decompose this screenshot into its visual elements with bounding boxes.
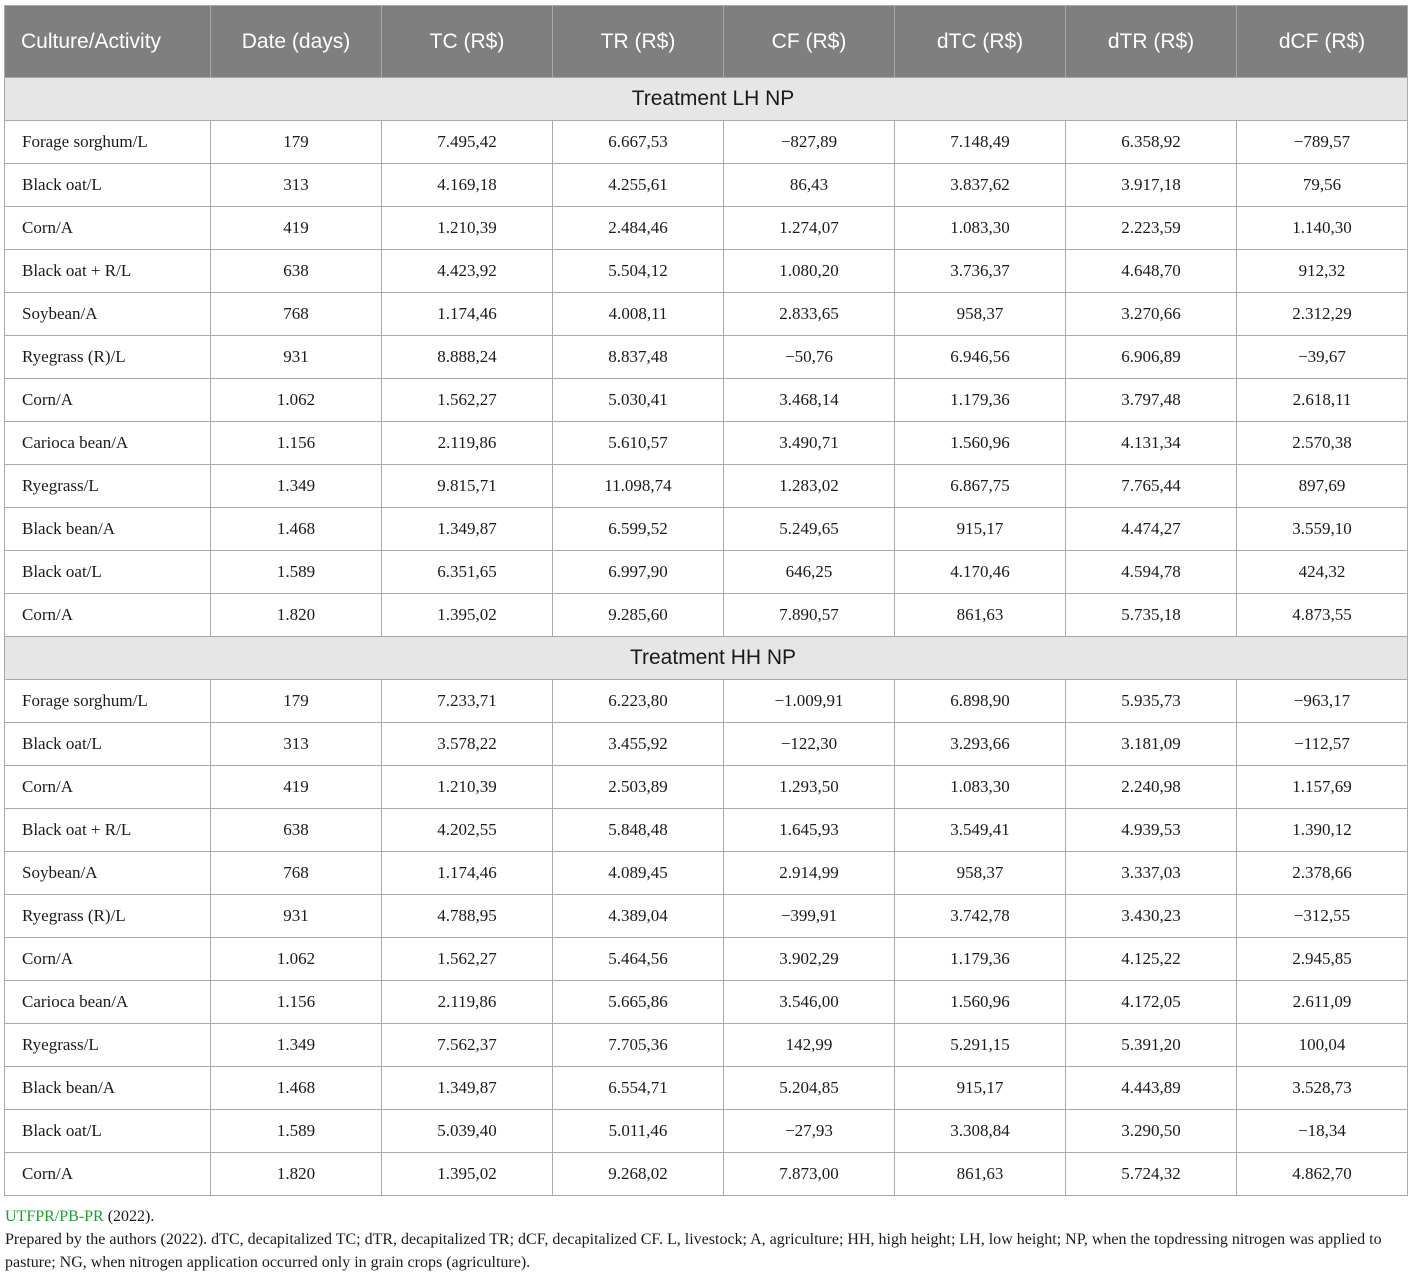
row-label: Black oat/L [5,551,211,594]
table-cell: 1.157,69 [1237,766,1408,809]
column-header: TC (R$) [382,6,553,78]
table-row [5,465,1408,508]
table-cell: 1.562,27 [382,379,553,422]
table-row [5,981,1408,1024]
table-cell: 3.528,73 [1237,1067,1408,1110]
table-cell: 1.156 [211,981,382,1024]
table-cell: −827,89 [724,121,895,164]
table-cell: 861,63 [895,594,1066,637]
table-cell: 6.906,89 [1066,336,1237,379]
table-cell: −112,57 [1237,723,1408,766]
table-cell: 4.873,55 [1237,594,1408,637]
source-link[interactable]: UTFPR/PB-PR [5,1208,104,1225]
table-cell: 9.815,71 [382,465,553,508]
table-cell: 861,63 [895,1153,1066,1196]
table-cell: 8.888,24 [382,336,553,379]
table-cell: −18,34 [1237,1110,1408,1153]
table-cell: 1.349,87 [382,508,553,551]
row-label: Forage sorghum/L [5,121,211,164]
table-cell: 7.873,00 [724,1153,895,1196]
table-row [5,1153,1408,1196]
table-cell: 4.089,45 [553,852,724,895]
table-cell: 1.283,02 [724,465,895,508]
row-label: Soybean/A [5,852,211,895]
table-cell: 2.484,46 [553,207,724,250]
row-label: Corn/A [5,379,211,422]
table-cell: 5.030,41 [553,379,724,422]
table-cell: 5.610,57 [553,422,724,465]
table-cell: 7.562,37 [382,1024,553,1067]
footnote: Prepared by the authors (2022). dTC, decapitalized TC; dTR, decapitalized TR; dCF, decapitalized CF. L, livestock; A, agriculture; HH, high height; LH, low height; NP, when the topdressing nitrogen was applied to pasture; NG, when nitrogen application occurred only in grain crops (agriculture). [5,1231,1382,1271]
row-label: Black oat/L [5,164,211,207]
table-cell: 5.291,15 [895,1024,1066,1067]
table-cell: 1.174,46 [382,852,553,895]
table-cell: 1.468 [211,508,382,551]
table-row [5,1024,1408,1067]
table-cell: 3.559,10 [1237,508,1408,551]
table-cell: 9.268,02 [553,1153,724,1196]
table-cell: 638 [211,250,382,293]
column-header: Culture/Activity [5,6,211,78]
table-cell: 6.599,52 [553,508,724,551]
table-cell: 4.008,11 [553,293,724,336]
table-cell: 4.443,89 [1066,1067,1237,1110]
table-cell: 3.308,84 [895,1110,1066,1153]
table-cell: 1.062 [211,938,382,981]
column-header: CF (R$) [724,6,895,78]
table-cell: 1.645,93 [724,809,895,852]
table-row [5,723,1408,766]
table-cell: 3.337,03 [1066,852,1237,895]
section-title: Treatment HH NP [5,637,1408,680]
table-row [5,422,1408,465]
table-cell: −789,57 [1237,121,1408,164]
table-cell: 1.349,87 [382,1067,553,1110]
table-cell: 3.546,00 [724,981,895,1024]
table-cell: 6.358,92 [1066,121,1237,164]
table-cell: 1.820 [211,1153,382,1196]
table-row [5,207,1408,250]
table-cell: 1.140,30 [1237,207,1408,250]
table-cell: 2.378,66 [1237,852,1408,895]
table-cell: 1.589 [211,1110,382,1153]
table-cell: 1.083,30 [895,766,1066,809]
table-cell: −50,76 [724,336,895,379]
table-row [5,680,1408,723]
row-label: Ryegrass (R)/L [5,895,211,938]
table-cell: 1.395,02 [382,1153,553,1196]
table-cell: 4.862,70 [1237,1153,1408,1196]
table-cell: 915,17 [895,1067,1066,1110]
row-label: Ryegrass/L [5,465,211,508]
table-cell: 179 [211,680,382,723]
table-cell: 4.389,04 [553,895,724,938]
table-cell: 4.125,22 [1066,938,1237,981]
table-cell: 2.914,99 [724,852,895,895]
row-label: Carioca bean/A [5,981,211,1024]
table-cell: 958,37 [895,852,1066,895]
table-cell: 1.179,36 [895,938,1066,981]
table-cell: 5.665,86 [553,981,724,1024]
table-cell: 5.848,48 [553,809,724,852]
table-cell: 1.349 [211,465,382,508]
table-cell: 419 [211,207,382,250]
table-row [5,250,1408,293]
table-cell: 912,32 [1237,250,1408,293]
table-cell: 4.131,34 [1066,422,1237,465]
table-cell: 931 [211,895,382,938]
table-cell: 5.249,65 [724,508,895,551]
table-cell: 1.293,50 [724,766,895,809]
table-cell: 1.210,39 [382,766,553,809]
table-body [5,78,1408,1196]
table-cell: 3.290,50 [1066,1110,1237,1153]
table-cell: 638 [211,809,382,852]
table-row [5,1067,1408,1110]
table-cell: 1.174,46 [382,293,553,336]
table-cell: 7.233,71 [382,680,553,723]
table-cell: 646,25 [724,551,895,594]
table-cell: 9.285,60 [553,594,724,637]
column-header: TR (R$) [553,6,724,78]
table-row [5,594,1408,637]
table-cell: 6.898,90 [895,680,1066,723]
table-row [5,895,1408,938]
table-cell: 931 [211,336,382,379]
table-cell: 100,04 [1237,1024,1408,1067]
table-cell: 1.080,20 [724,250,895,293]
table-cell: 4.594,78 [1066,551,1237,594]
table-cell: 419 [211,766,382,809]
table-cell: 3.181,09 [1066,723,1237,766]
table-cell: 4.202,55 [382,809,553,852]
table-cell: 6.223,80 [553,680,724,723]
row-label: Black bean/A [5,1067,211,1110]
table-cell: 1.468 [211,1067,382,1110]
table-cell: 1.589 [211,551,382,594]
row-label: Carioca bean/A [5,422,211,465]
table-cell: 7.890,57 [724,594,895,637]
table-row [5,809,1408,852]
table-cell: 1.820 [211,594,382,637]
table-cell: 897,69 [1237,465,1408,508]
table-cell: −963,17 [1237,680,1408,723]
table-cell: 2.611,09 [1237,981,1408,1024]
table-row [5,164,1408,207]
table-cell: 1.560,96 [895,981,1066,1024]
table-cell: 915,17 [895,508,1066,551]
table-cell: 7.148,49 [895,121,1066,164]
table-cell: 3.837,62 [895,164,1066,207]
section-row [5,78,1408,121]
table-row [5,852,1408,895]
table-container [4,5,1408,1196]
table-cell: 4.423,92 [382,250,553,293]
table-cell: 1.274,07 [724,207,895,250]
table-cell: −1.009,91 [724,680,895,723]
table-cell: 6.867,75 [895,465,1066,508]
table-cell: 3.902,29 [724,938,895,981]
section-row [5,637,1408,680]
table-cell: −27,93 [724,1110,895,1153]
table-cell: 6.351,65 [382,551,553,594]
table-cell: 313 [211,164,382,207]
table-cell: 5.039,40 [382,1110,553,1153]
section-title: Treatment LH NP [5,78,1408,121]
table-cell: 3.293,66 [895,723,1066,766]
table-cell: 3.578,22 [382,723,553,766]
table-cell: 1.156 [211,422,382,465]
table-cell: −399,91 [724,895,895,938]
column-header: dTC (R$) [895,6,1066,78]
table-cell: 5.391,20 [1066,1024,1237,1067]
table-cell: 4.255,61 [553,164,724,207]
table-cell: 5.011,46 [553,1110,724,1153]
table-cell: 5.724,32 [1066,1153,1237,1196]
table-cell: 4.169,18 [382,164,553,207]
table-cell: 3.455,92 [553,723,724,766]
table-notes [5,1205,1409,1274]
column-header: dTR (R$) [1066,6,1237,78]
table-cell: 1.349 [211,1024,382,1067]
row-label: Black oat + R/L [5,809,211,852]
table-cell: 5.935,73 [1066,680,1237,723]
table-cell: 2.119,86 [382,981,553,1024]
column-header: dCF (R$) [1237,6,1408,78]
table-cell: 2.312,29 [1237,293,1408,336]
table-cell: 1.395,02 [382,594,553,637]
source-line [5,1205,1409,1228]
table-cell: 3.797,48 [1066,379,1237,422]
table-row [5,336,1408,379]
table-cell: 7.495,42 [382,121,553,164]
table-cell: 5.204,85 [724,1067,895,1110]
table-cell: 1.210,39 [382,207,553,250]
table-cell: 2.240,98 [1066,766,1237,809]
table-cell: 3.742,78 [895,895,1066,938]
table-cell: 5.735,18 [1066,594,1237,637]
table-cell: 11.098,74 [553,465,724,508]
table-cell: 4.172,05 [1066,981,1237,1024]
table-row [5,508,1408,551]
table-cell: 2.833,65 [724,293,895,336]
table-cell: 2.945,85 [1237,938,1408,981]
table-cell: 1.179,36 [895,379,1066,422]
table-cell: 1.560,96 [895,422,1066,465]
table-cell: 5.464,56 [553,938,724,981]
table-row [5,1110,1408,1153]
table-cell: 1.562,27 [382,938,553,981]
table-cell: 4.939,53 [1066,809,1237,852]
table-cell: 3.430,23 [1066,895,1237,938]
table-cell: 6.997,90 [553,551,724,594]
table-cell: 768 [211,293,382,336]
row-label: Corn/A [5,938,211,981]
table-header [5,6,1408,78]
table-cell: 4.788,95 [382,895,553,938]
table-row [5,293,1408,336]
table-cell: 6.667,53 [553,121,724,164]
table-cell: 8.837,48 [553,336,724,379]
table-row [5,379,1408,422]
table-cell: 86,43 [724,164,895,207]
table-row [5,121,1408,164]
table-cell: 6.554,71 [553,1067,724,1110]
table-cell: 1.390,12 [1237,809,1408,852]
table-cell: 768 [211,852,382,895]
table-row [5,551,1408,594]
row-label: Black oat/L [5,1110,211,1153]
source-year: (2022). [103,1208,155,1225]
row-label: Black bean/A [5,508,211,551]
table-cell: 3.490,71 [724,422,895,465]
results-table [4,5,1408,1196]
row-label: Forage sorghum/L [5,680,211,723]
header-row [5,6,1408,78]
table-cell: 313 [211,723,382,766]
table-cell: 3.917,18 [1066,164,1237,207]
table-cell: 2.223,59 [1066,207,1237,250]
table-cell: 6.946,56 [895,336,1066,379]
table-cell: 142,99 [724,1024,895,1067]
table-row [5,766,1408,809]
table-cell: 4.474,27 [1066,508,1237,551]
table-row [5,938,1408,981]
row-label: Ryegrass/L [5,1024,211,1067]
table-cell: 179 [211,121,382,164]
table-cell: 4.648,70 [1066,250,1237,293]
row-label: Corn/A [5,594,211,637]
table-cell: 1.062 [211,379,382,422]
column-header: Date (days) [211,6,382,78]
table-cell: −122,30 [724,723,895,766]
table-cell: 2.618,11 [1237,379,1408,422]
table-cell: 79,56 [1237,164,1408,207]
row-label: Corn/A [5,1153,211,1196]
table-cell: 3.270,66 [1066,293,1237,336]
table-cell: −312,55 [1237,895,1408,938]
table-cell: 5.504,12 [553,250,724,293]
table-cell: 3.468,14 [724,379,895,422]
table-cell: 2.503,89 [553,766,724,809]
table-cell: 1.083,30 [895,207,1066,250]
table-cell: 7.765,44 [1066,465,1237,508]
row-label: Black oat/L [5,723,211,766]
table-cell: 424,32 [1237,551,1408,594]
row-label: Corn/A [5,766,211,809]
table-cell: 2.570,38 [1237,422,1408,465]
row-label: Soybean/A [5,293,211,336]
table-cell: 7.705,36 [553,1024,724,1067]
row-label: Black oat + R/L [5,250,211,293]
table-cell: −39,67 [1237,336,1408,379]
table-cell: 958,37 [895,293,1066,336]
table-cell: 3.549,41 [895,809,1066,852]
row-label: Corn/A [5,207,211,250]
table-cell: 2.119,86 [382,422,553,465]
table-cell: 4.170,46 [895,551,1066,594]
row-label: Ryegrass (R)/L [5,336,211,379]
table-cell: 3.736,37 [895,250,1066,293]
